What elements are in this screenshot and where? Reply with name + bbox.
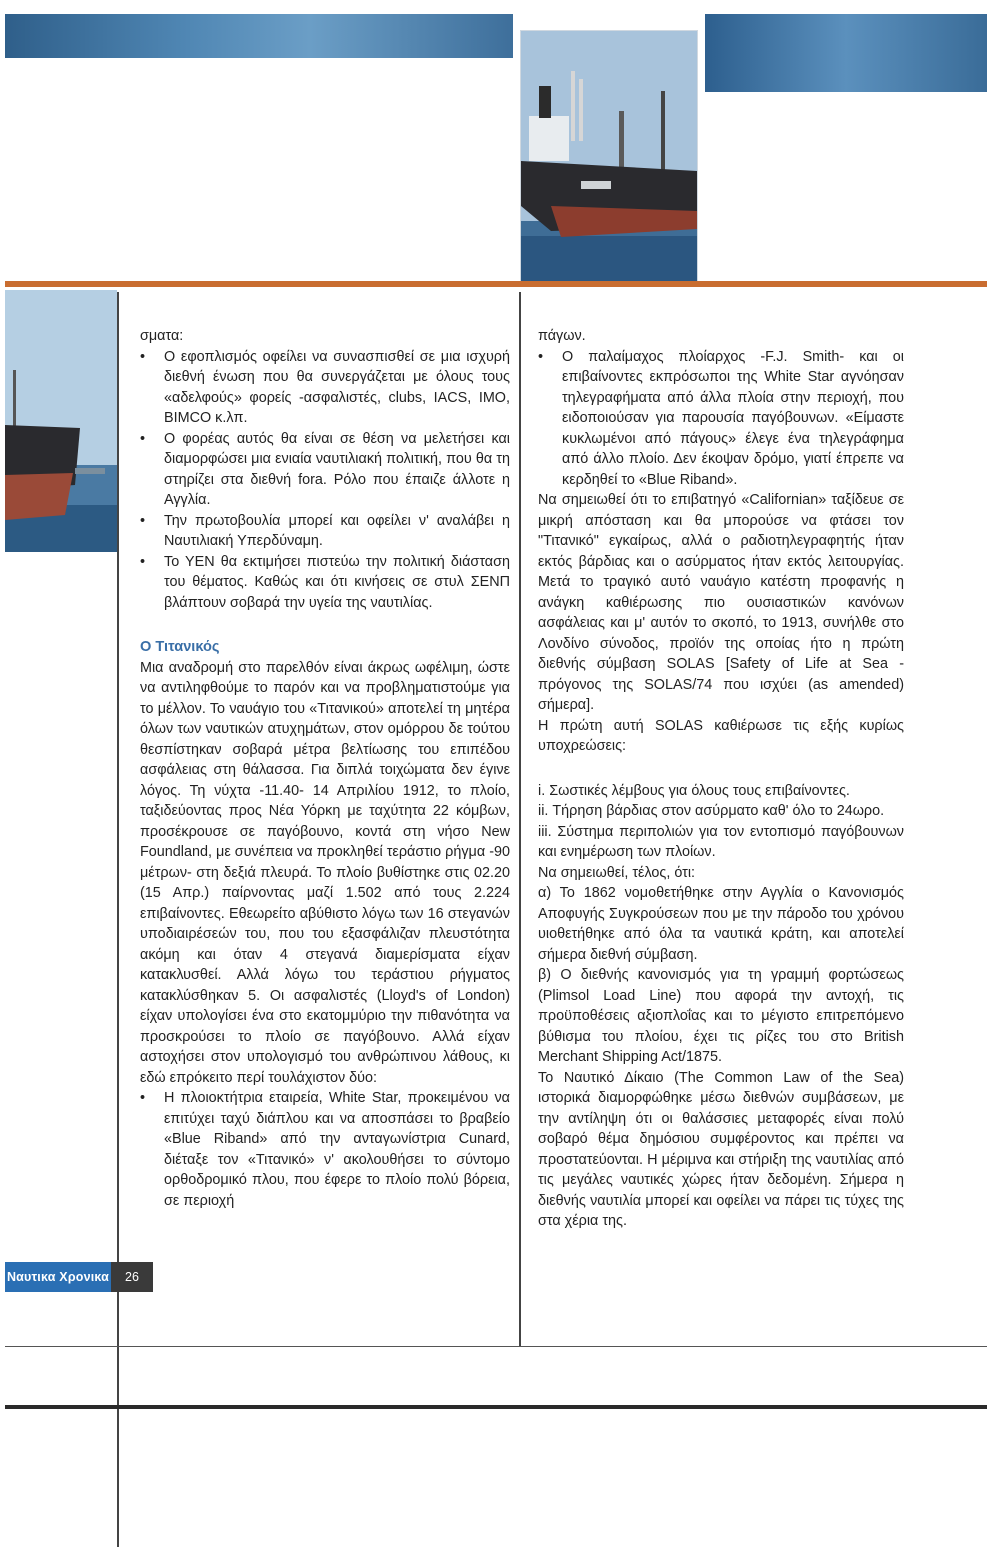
bullet-icon: • xyxy=(140,553,146,570)
orange-divider-rule xyxy=(5,281,987,287)
list-item xyxy=(538,347,904,491)
article-left-column xyxy=(140,326,510,1211)
section-heading-titanic: Ο Τιτανικός xyxy=(140,639,220,655)
page-bottom-bar xyxy=(5,1405,987,1409)
left-frame-rule xyxy=(117,292,119,1547)
header-photo-strip-left xyxy=(5,14,513,58)
list-item-text: Ο παλαίμαχος πλοίαρχος -F.J. Smith- και οι επιβαίνοντες εκπρόσωποι της White Star αγνόησαν τηλεγραφήματα από άλλα πλοία στην περιοχή, που ειδοποιούσαν για παρουσία παγόβουνων. «Είμαστε κυκλωμένοι από πάγους» έλεγε ένα τηλεγράφημα από άλλο πλοίο. Δεν έκοψαν δρόμο, γιατί έπρεπε να κερδηθεί το «Blue Riband». xyxy=(562,348,904,488)
note-a-paragraph: α) Το 1862 νομοθετήθηκε στην Αγγλία ο Κανονισμός Αποφυγής Συγκρούσεων που με την πάροδο του χρόνου υιοθετήθηκε από όλα τα ναυτικά κράτη, και αποτελεί σήμερα διεθνή σύμβαση. xyxy=(538,885,904,963)
ship-photo xyxy=(520,30,698,282)
bullet-icon: • xyxy=(140,430,146,447)
intro-fragment: σματα: xyxy=(140,328,184,344)
page-number: 26 xyxy=(111,1262,153,1292)
header-photo-strip-right xyxy=(705,14,987,92)
obligation-item: i. Σωστικές λέμβους για όλους τους επιβαίνοντες. xyxy=(538,782,850,799)
list-item-text: Την πρωτοβουλία μπορεί και οφείλει ν' αναλάβει η Ναυτιλιακή Υπερδύναμη. xyxy=(164,512,510,549)
list-item xyxy=(140,552,510,614)
bottom-frame-rule xyxy=(5,1346,987,1347)
californian-paragraph: Να σημειωθεί ότι το επιβατηγό «Californian» ταξίδευε σε μικρή απόσταση και θα μπορούσε να φτάσει τον "Τιτανικό" εγκαίρως, αλλά ο ραδιοτηλεγραφητής ήταν εκτός βάρδιας και ο ασύρματος ήταν εκτός λειτουργίας. Μετά το τραγικό αυτό ναυάγιο κατέστη προφανής η ανάγκη καθιέρωσης πιο ουσιαστικών κανόνων ασφάλειας και μ' αυτόν το σκοπό, το 1913, συνήλθε στο Λονδίνο σύνοδος, προϊόν της οποίας ήτο η πρώτη διεθνής σύμβαση SOLAS [Safety of Life at Sea - πρόγονος της SOLAS/74 που ισχύει (as amended) σήμερα]. xyxy=(538,492,904,713)
bullet-icon: • xyxy=(140,512,146,529)
continuation-fragment: πάγων. xyxy=(538,328,586,344)
closing-paragraph: Το Ναυτικό Δίκαιο (The Common Law of the Sea) ιστορικά διαμορφώθηκε μέσω διεθνών συμβάσεων, με την αντίληψη ότι οι θαλάσσιες μεταφορές είναι πολύ σοβαρό θέμα δημόσιου συμφέροντος και πρέπει να προστατεύονται. Η μέριμνα και στήριξη της ναυτιλίας από τις μεγάλες ναυτικές χώρες ήταν δεδομένη. Σήμερα η διεθνής ναυτιλία μπορεί και οφείλει να πάρει τις τύχες της στα χέρια της. xyxy=(538,1069,904,1229)
list-item-text: Η πλοιοκτήτρια εταιρεία, White Star, προκειμένου να επιτύχει ταχύ διάπλου και να αποσπάσει το βραβείο «Blue Riband» από την ανταγωνίστρια Cunard, διέταξε τον «Τιτανικό» ν' ακολουθήσει το σύντομο ορθοδρομικό πλου, που έφερε το πλοίο πολύ βόρεια, σε περιοχή xyxy=(164,1090,510,1209)
side-ship-photo xyxy=(5,290,117,552)
article-right-column xyxy=(538,326,904,1232)
magazine-name-badge: Ναυτικα Χρονικα xyxy=(5,1262,111,1292)
list-item xyxy=(140,429,510,511)
ship-bow-illustration xyxy=(5,290,117,552)
list-item-text: Το ΥΕΝ θα εκτιμήσει πιστεύω την πολιτική διάσταση του θέματος. Καθώς και ότι κινήσεις σε στυλ ΣΕΝΠ βλάπτουν σοβαρά την υγεία της ναυτιλίας. xyxy=(164,553,510,611)
list-item-text: Ο εφοπλισμός οφείλει να συνασπισθεί σε μια ισχυρή διεθνή ένωση που θα συνεργάζεται με όλους τους «αδελφούς» φορείς -ασφαλιστές, clubs, IACS, IMO, BIMCO κ.λπ. xyxy=(164,348,510,426)
tanker-ship-illustration xyxy=(521,31,697,281)
bullet-icon: • xyxy=(140,348,146,365)
note-b-paragraph: β) Ο διεθνής κανονισμός για τη γραμμή φορτώσεως (Plimsol Load Line) που αφορά την αντοχή, τις προϋποθέσεις αξιοπλοΐας και το μέγιστο επιτρεπόμενο βύθισμα του πλοίου, έχει τις ρίζες του στο British Merchant Shipping Act/1875. xyxy=(538,967,904,1065)
titanic-paragraph: Μια αναδρομή στο παρελθόν είναι άκρως ωφέλιμη, ώστε να αντιληφθούμε το παρόν και να προβληματιστούμε για το μέλλον. Το ναυάγιο του «Τιτανικού» αποτελεί τη μητέρα όλων των ναυτικών ατυχημάτων, στον ομόρρου δε τούτου θεσπίστηκαν σοβαρά μέτρα βελτίωσης του επιπέδου ασφάλειας στη θάλασσα. Για διπλά τοιχώματα δεν έγινε λόγος. Τη νύχτα -11.40- 14 Απριλίου 1912, το πλοίο, ταξιδεύοντας προς Νέα Υόρκη με ταχύτητα 22 κόμβων, προσέκρουσε σε παγόβουνο, κοντά στη νήσο New Foundland, με συνέπεια να προκληθεί τεράστιο ρήγμα -90 μέτρων- στη δεξιά πλευρά. Το πλοίο βυθίστηκε στις 02.20 (15 Απρ.) παίρνοντας μαζί 1.502 από τους 2.224 επιβαίνοντες. Εθεωρείτο αβύθιστο λόγω των 16 στεγανών υποδιαιρέσεών του, που του εξασφάλιζαν πλευστότητα ακόμη και όταν 4 στεγανά διαμερίσματα είχαν κατακλυσθεί. Αλλά λόγω του τεράστιου ρήγματος κατακλύσθηκαν 5. Οι ασφαλιστές (Lloyd's of London) είχαν υπολογίσει ένα στο εκατομμύριο την πιθανότητα να προσκρούσει το πλοίο σε παγόβουνο. Αλλά είχαν αστοχήσει στον υπολογισμό του ανθρώπινου λάθους, κι εδώ επρόκειτο περί τουλάχιστον δύο: xyxy=(140,659,510,1086)
obligation-item: ii. Τήρηση βάρδιας στον ασύρματο καθ' όλο το 24ωρο. xyxy=(538,803,885,819)
list-item-text: Ο φορέας αυτός θα είναι σε θέση να μελετήσει και διαμορφώσει μια ενιαία ναυτιλιακή πολιτική, που θα τη στηρίζει στα διεθνή fora. Ρόλο που έπαιζε άλλοτε η Αγγλία. xyxy=(164,430,510,508)
bullet-icon: • xyxy=(140,1090,146,1106)
obligation-item: iii. Σύστημα περιπολιών για τον εντοπισμό παγόβουνων και ενημέρωση των πλοίων. xyxy=(538,823,904,860)
column-divider-rule xyxy=(519,292,521,1347)
note-intro: Να σημειωθεί, τέλος, ότι: xyxy=(538,864,696,881)
bullet-icon: • xyxy=(538,348,544,365)
solas-paragraph: Η πρώτη αυτή SOLAS καθιέρωσε τις εξής κυρίως υποχρεώσεις: xyxy=(538,717,904,754)
list-item xyxy=(140,347,510,429)
list-item xyxy=(140,511,510,552)
list-item xyxy=(140,1088,510,1211)
